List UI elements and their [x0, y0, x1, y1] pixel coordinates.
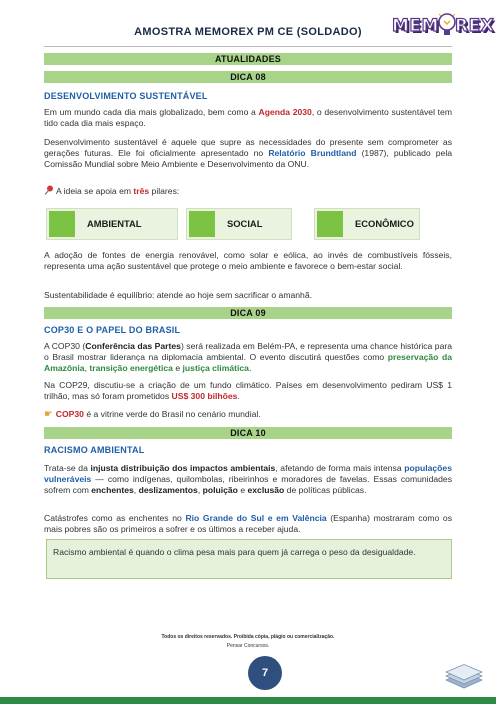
dica09-paragraph-1: A COP30 (Conferência das Partes) será realizada em Belém-PA, e representa uma chance histórica para o Brasil mostrar liderança na diplomacia ambiental. O evento discutirá questões como preservação da Amazônia, transição energética e justiça climática.: [44, 341, 453, 373]
dica08-paragraph-3: A ideia se apoia em três pilares:: [44, 185, 452, 197]
dica09-paragraph-2: Na COP29, discutiu-se a criação de um fundo climático. Países em desenvolvimento pediram US$ 1 trilhão, mas só foram prometidos US$ 300 bilhões.: [44, 380, 452, 401]
pillar-social: SOCIAL: [186, 208, 292, 240]
lightbulb-icon: [438, 12, 456, 40]
dica10-heading: RACISMO AMBIENTAL: [44, 445, 145, 455]
header-divider: [44, 46, 452, 47]
dica08-heading: DESENVOLVIMENTO SUSTENTÁVEL: [44, 91, 208, 101]
dica08-paragraph-2: Desenvolvimento sustentável é aquele que supre as necessidades do presente sem comprometer as gerações futuras. Ele foi oficialmente apresentado no Relatório Brundtland (1987), publicado pela Comissão Mundial sobre Meio Ambiente e Desenvolvimento da ONU.: [44, 137, 453, 169]
pillar-ambiental: AMBIENTAL: [46, 208, 178, 240]
document-title: AMOSTRA MEMOREX PM CE (SOLDADO): [134, 26, 362, 38]
bottom-bar: [0, 697, 496, 704]
pillar-economico: ECONÔMICO: [314, 208, 420, 240]
dica10-quote-box: [46, 539, 452, 579]
logo-text: MEM: [392, 16, 439, 36]
dica09-heading: COP30 E O PAPEL DO BRASIL: [44, 325, 181, 335]
footer-company: Pensar Concursos.: [226, 643, 270, 649]
atualidades-band: ATUALIDADES: [44, 53, 452, 65]
memorex-logo: [392, 12, 495, 48]
dica09-band: DICA 09: [44, 307, 452, 319]
pushpin-icon: [44, 185, 54, 195]
layers-icon: [444, 664, 484, 692]
page-number: 7: [248, 656, 282, 690]
logo-text-end: REX: [455, 16, 495, 36]
dica08-paragraph-4: A adoção de fontes de energia renovável, como solar e eólica, ao invés de combustíveis fósseis, representa uma ação sustentável que protege o meio ambiente e favorece o bem-estar social.: [44, 250, 452, 271]
dica08-paragraph-5: Sustentabilidade é equilíbrio: atende ao hoje sem sacrificar o amanhã.: [44, 290, 313, 300]
dica10-paragraph-1: Trata-se da injusta distribuição dos impactos ambientais, afetando de forma mais intensa populações vulneráveis — como indígenas, quilombolas, ribeirinhos e moradores de favelas. Essas comunidades sofrem com enchentes, deslizamentos, poluição e exclusão de políticas públicas.: [44, 463, 452, 495]
dica10-paragraph-2: Catástrofes como as enchentes no Rio Grande do Sul e em Valência (Espanha) mostraram como os mais pobres são os primeiros a sofrer e os últimos a receber ajuda.: [44, 513, 452, 534]
dica09-paragraph-3: ☛ COP30 é a vitrine verde do Brasil no cenário mundial.: [44, 409, 261, 420]
dica10-band: DICA 10: [44, 427, 452, 439]
dica08-paragraph-1: Em um mundo cada dia mais globalizado, bem como a Agenda 2030, o desenvolvimento sustentável tem tido cada dia mais espaço.: [44, 107, 452, 128]
dica10-quote: Racismo ambiental é quando o clima pesa mais para quem já carrega o peso da desigualdade.: [53, 547, 416, 557]
pointing-hand-icon: ☛: [44, 409, 56, 420]
footer-rights: Todos os direitos reservados. Proibida cópia, plágio ou comercialização.: [161, 634, 335, 640]
dica08-band: DICA 08: [44, 71, 452, 83]
